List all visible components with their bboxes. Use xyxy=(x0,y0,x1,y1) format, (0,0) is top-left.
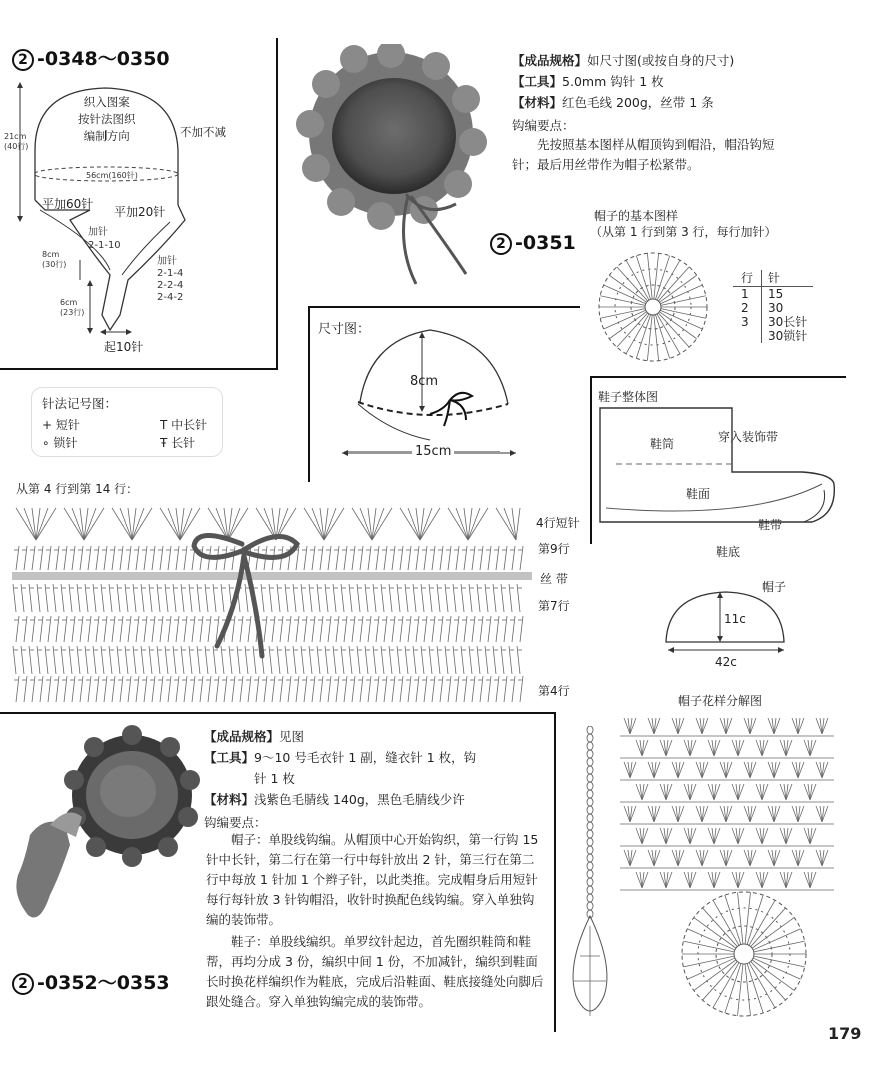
spec-0351: 【成品规格】如尺寸图(或按自身的尺寸) 【工具】5.0mm 钩针 1 枚 【材料】红色毛线 200g，丝带 1 条 钩编要点： xyxy=(512,53,735,133)
basic-pattern-title: 帽子的基本图样 （从第 1 行到第 3 行，每行加针） xyxy=(590,209,777,239)
strap2-length-label: 6cm (23行) xyxy=(60,298,85,317)
shoe-strap-label: 鞋带 xyxy=(758,518,783,532)
no-change-label: 不加不减 xyxy=(180,125,226,139)
inc-right-label: 加针 2-1-4 2-2-4 2-4-2 xyxy=(157,256,184,303)
para-shoe-0352: 鞋子：单股线编织。单罗纹针起边，首先圈织鞋筒和鞋帮，再均分成 3 份，编织中间 1 份，不加减针，编织到鞋面长时换花样编织作为鞋底，完成后沿鞋面、鞋底接缝处向脚后跟处缝合。穿入单独钩编完成的装饰带。 xyxy=(206,934,544,1009)
row-label-ribbon: 丝 带 xyxy=(540,572,568,586)
pattern-code-0351: 2 -0351 xyxy=(490,232,576,255)
hat-pattern-title: 帽子花样分解图 xyxy=(678,694,763,708)
size-height-label: 8cm xyxy=(410,374,439,389)
points-text-0351: 先按照基本图样从帽顶钩到帽沿，帽沿钩短针；最后用丝带作为帽子松紧带。 xyxy=(512,137,775,172)
pattern-note: 织入图案 按针法图织 编制方向 xyxy=(78,95,136,143)
shoe-sole-label: 鞋底 xyxy=(716,545,741,559)
rows-chart-title: 从第 4 行到第 14 行： xyxy=(16,482,139,496)
strap-length-label: 8cm (30行) xyxy=(42,250,67,269)
row-label-4: 第4行 xyxy=(538,684,570,698)
round-chart-0351 xyxy=(594,248,712,366)
para-hat-0352: 帽子：单股线钩编。从帽顶中心开始钩织，第一行钩 15 针中长针，第二行在第一行中每针放出 2 针，第三行在第二行中每放 1 针加 1 个辫子针，以此类推。完成帽身后用短针每行每针放 3 针钩帽沿，收针时换配色线钩编。穿入单独钩编的装饰带。 xyxy=(206,832,539,927)
drawstring-diagram xyxy=(560,726,620,1026)
red-hat-photo xyxy=(296,44,496,294)
page-number: 179 xyxy=(828,1024,862,1043)
stitch-count-table: 行 针 1 15 2 30 3 30长针 30锁针 xyxy=(733,270,813,343)
shoe-vamp-label: 鞋面 xyxy=(686,487,711,501)
inc-left-label: 加针 2-1-10 xyxy=(88,227,121,251)
section-0352-frame xyxy=(0,712,554,714)
hat-pattern-chart xyxy=(620,712,834,892)
circle-number: 2 xyxy=(12,973,34,995)
row-label-7: 第7行 xyxy=(538,599,570,613)
hat-width-label: 42c xyxy=(715,655,737,669)
stitch-legend: 针法记号图： + 短针 ∘ 锁针 T 中长针 Ŧ 长针 xyxy=(32,388,222,456)
hat-height-label: 11c xyxy=(724,612,746,626)
start-label: 起10针 xyxy=(104,340,144,354)
height-label: 21cm (40行) xyxy=(4,132,29,151)
shoe-ribbon-label: 穿入装饰带 xyxy=(718,430,779,444)
circumference-label: 56cm(160针) xyxy=(86,171,138,180)
rows-4-14-chart xyxy=(12,496,532,706)
size-diagram-title: 尺寸图： xyxy=(318,322,371,337)
pattern-code-0348: 2 -0348～0350 xyxy=(12,44,170,71)
hat-small-label: 帽子 xyxy=(762,580,787,594)
hat-top-round-chart xyxy=(674,888,814,1018)
shoe-diagram xyxy=(592,404,844,544)
pattern-code-0352: 2 -0352～0353 xyxy=(12,968,170,995)
circle-number: 2 xyxy=(490,233,512,255)
left-flat-label: 平加60针 xyxy=(42,197,94,211)
size-width-label: 15cm xyxy=(412,444,454,459)
size-hat-outline xyxy=(330,322,570,452)
row-label-9: 第9行 xyxy=(538,542,570,556)
right-flat-label: 平加20针 xyxy=(114,205,166,219)
section-0352-divider xyxy=(554,712,556,1032)
row-label-4-short: 4行短针 xyxy=(536,516,580,530)
shoe-title: 鞋子整体图 xyxy=(598,390,659,404)
purple-hat-photo xyxy=(10,725,200,935)
spec-0352: 【成品规格】见图 【工具】9～10 号毛衣针 1 副，缝衣针 1 枚，钩 针 1 枚 【材料】浅紫色毛腈线 140g，黑色毛腈线少许 钩编要点： xyxy=(204,729,477,830)
circle-number: 2 xyxy=(12,49,34,71)
shoe-leg-label: 鞋筒 xyxy=(650,437,675,451)
